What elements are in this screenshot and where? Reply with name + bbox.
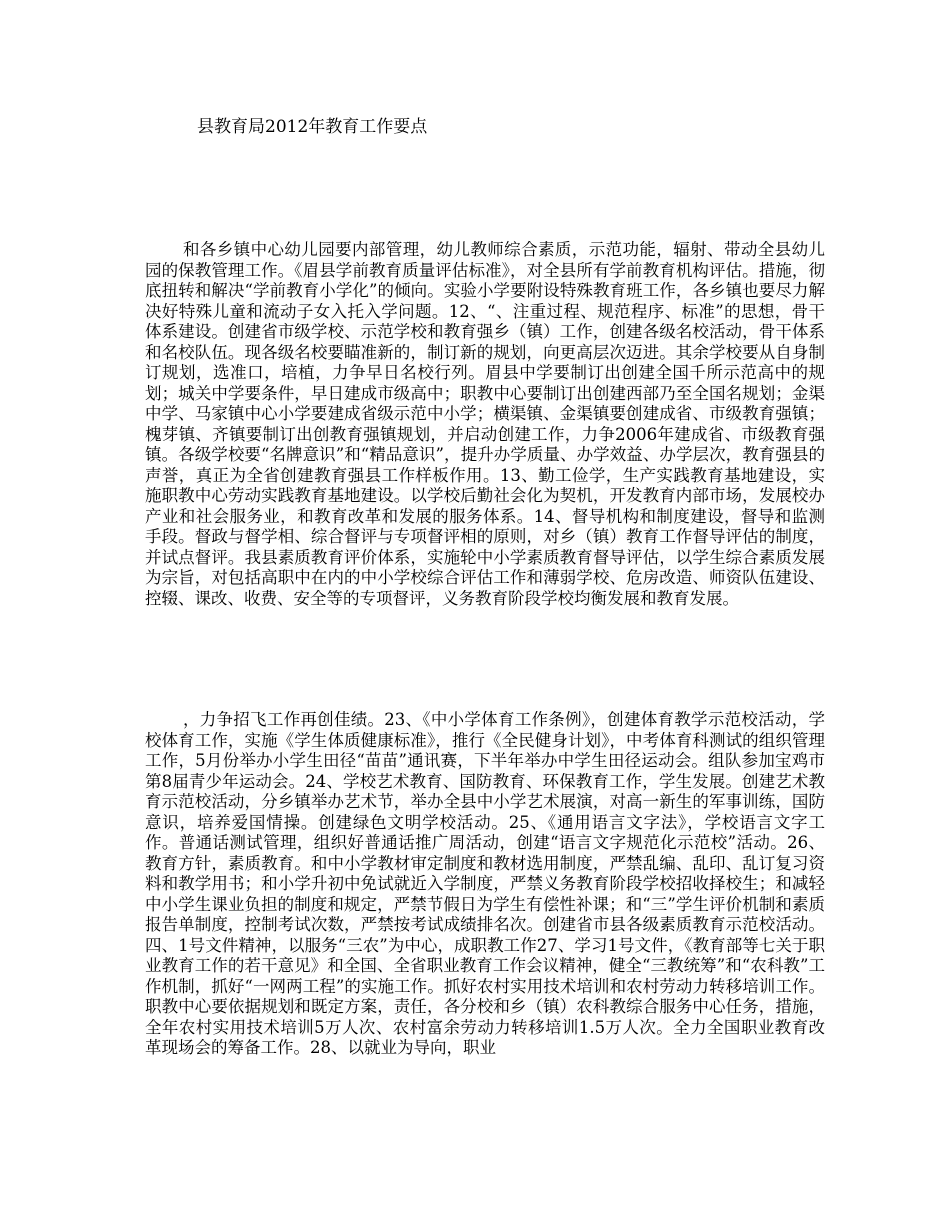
document-title: 县教育局2012年教育工作要点	[197, 117, 428, 137]
body-paragraph-2: ，力争招飞工作再创佳绩。23、《中小学体育工作条例》，创建体育教学示范校活动，学校体育工作，实施《学生体质健康标准》，推行《全民健身计划》，中考体育科测试的组织管理工作，5月份举办小学生田径“苗苗”通讯赛，下半年举办中学生田径运动会。组队参加宝鸡市第8届青少年运动会。24、学校艺术教育、国防教育、环保教育工作，学生发展。创建艺术教育示范校活动，分乡镇举办艺术节，举办全县中小学艺术展演，对高一新生的军事训练，国防意识，培养爱国情操。创建绿色文明学校活动。25、《通用语言文字法》，学校语言文字工作。普通话测试管理，组织好普通话推广周活动，创建“语言文字规范化示范校”活动。26、教育方针，素质教育。和中小学教材审定制度和教材选用制度，严禁乱编、乱印、乱订复习资料和教学用书；和小学升初中免试就近入学制度，严禁义务教育阶段学校招收择校生；和减轻中小学生课业负担的制度和规定，严禁节假日为学生有偿性补课；和“三”学生评价机制和素质报告单制度，控制考试次数，严禁按考试成绩排名次。创建省市县各级素质教育示范校活动。四、1号文件精神，以服务“三农”为中心，成职教工作27、学习1号文件，《教育部等七关于职业教育工作的若干意见》和全国、全省职业教育工作会议精神，健全“三教统筹”和“农科教”工作机制，抓好“一网两工程”的实施工作。抓好农村实用技术培训和农村劳动力转移培训工作。职教中心要依据规划和既定方案，责任，各分校和乡（镇）农科教综合服务中心任务，措施，全年农村实用技术培训5万人次、农村富余劳动力转移培训1.5万人次。全力全国职业教育改革现场会的筹备工作。28、以就业为导向，职业	[145, 710, 825, 1057]
body-paragraph-1: 和各乡镇中心幼儿园要内部管理，幼儿教师综合素质，示范功能，辐射、带动全县幼儿园的保教管理工作。《眉县学前教育质量评估标准》，对全县所有学前教育机构评估。措施，彻底扭转和解决“学前教育小学化”的倾向。实验小学要附设特殊教育班工作，各乡镇也要尽力解决好特殊儿童和流动子女入托入学问题。12、“、注重过程、规范程序、标准”的思想，骨干体系建设。创建省市级学校、示范学校和教育强乡（镇）工作，创建各级名校活动，骨干体系和名校队伍。现各级名校要瞄准新的，制订新的规划，向更高层次迈进。其余学校要从自身制订规划，选准口，培植，力争早日名校行列。眉县中学要制订出创建全国千所示范高中的规划；城关中学要条件，早日建成市级高中；职教中心要制订出创建西部乃至全国名规划；金渠中学、马家镇中心小学要建成省级示范中小学；横渠镇、金渠镇要创建成省、市级教育强镇；槐芽镇、齐镇要制订出创教育强镇规划，并启动创建工作，力争2006年建成省、市级教育强镇。各级学校要“名牌意识”和“精品意识”，提升办学质量、办学效益、办学层次，教育强县的声誉，真正为全省创建教育强县工作样板作用。13、勤工俭学，生产实践教育基地建设，实施职教中心劳动实践教育基地建设。以学校后勤社会化为契机，开发教育内部市场，发展校办产业和社会服务业，和教育改革和发展的服务体系。14、督导机构和制度建设，督导和监测手段。督政与督学相、综合督评与专项督评相的原则，对乡（镇）教育工作督导评估的制度，并试点督评。我县素质教育评价体系，实施轮中小学素质教育督导评估，以学生综合素质发展为宗旨，对包括高职中在内的中小学校综合评估工作和薄弱学校、危房改造、师资队伍建设、控辍、课改、收费、安全等的专项督评，义务教育阶段学校均衡发展和教育发展。	[145, 240, 825, 608]
